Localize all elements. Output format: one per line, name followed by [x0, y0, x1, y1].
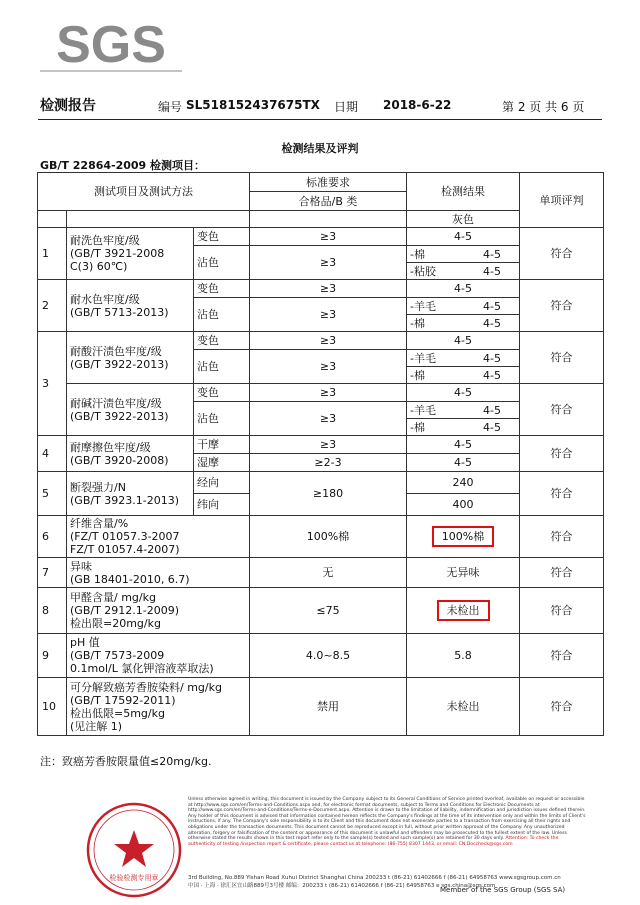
address-en: 3rd Building, No.889 Yishan Road Xuhui District Shanghai China 200233 t (86-21) 61402666 f (86-21) 64958763 www.sgsgroup.com.cn — [188, 875, 561, 881]
table-row: 耐碱汗渍色牢度/级 (GB/T 3922-2013) 变色 ≥3 4-5 符合 — [38, 384, 604, 402]
header-result: 检测结果 — [407, 173, 520, 211]
header-verdict: 单项评判 — [520, 173, 604, 228]
table-row: 1 耐洗色牢度/级 (GB/T 3921-2008 C(3) 60℃) 变色 ≥3 4-5 符合 — [38, 228, 604, 246]
table-row: 9 pH 值 (GB/T 7573-2009 0.1mol/L 氯化钾溶液萃取法) 4.0~8.5 5.8 符合 — [38, 634, 604, 678]
table-row: 6 纤维含量/% (FZ/T 01057.3-2007 FZ/T 01057.4-2007) 100%棉 100%棉 符合 — [38, 516, 604, 558]
star-icon — [114, 830, 154, 867]
table-row: 沾色 ≥3 -羊毛 4-5 -棉 4-5 — [38, 350, 604, 384]
highlighted-result: 100%棉 — [432, 526, 494, 547]
header-rule — [38, 119, 602, 120]
table-row: 7 异味 (GB 18401-2010, 6.7) 无 无异味 符合 — [38, 558, 604, 588]
table-row: 沾色 ≥3 -棉 4-5 -粘胶 4-5 — [38, 246, 604, 280]
table-row: 纬向 400 — [38, 494, 604, 516]
table-row: 5 断裂强力/N (GB/T 3923.1-2013) 经向 ≥180 240 符合 — [38, 472, 604, 494]
date-label: 日期 — [334, 100, 359, 114]
seal-label: 检验检测专用章 — [109, 874, 159, 882]
address-cn: 中国 · 上海 · 徐汇区宜山路889号3号楼 邮编：200233 t (86-21) 61402666 f (86-21) 64958763 e sgs.china@sgs.com — [188, 883, 496, 889]
legal-fine-print — [188, 797, 586, 847]
highlighted-result: 未检出 — [437, 600, 490, 621]
report-number: SL518152437675TX — [186, 98, 320, 112]
table-row: 沾色 ≥3 -羊毛 4-5 -棉 4-5 — [38, 298, 604, 332]
header-requirement: 标准要求 — [250, 173, 407, 192]
header-grade: 合格品/B 类 — [250, 192, 407, 211]
table-row: 3 耐酸汗渍色牢度/级 (GB/T 3922-2013) 变色 ≥3 4-5 符合 — [38, 332, 604, 350]
table-row: 4 耐摩擦色牢度/级 (GB/T 3920-2008) 干摩 ≥3 4-5 符合 — [38, 436, 604, 454]
table-row: 2 耐水色牢度/级 (GB/T 5713-2013) 变色 ≥3 4-5 符合 — [38, 280, 604, 298]
header-color: 灰色 — [407, 211, 520, 228]
table-row: 沾色 ≥3 -羊毛 4-5 -棉 4-5 — [38, 402, 604, 436]
footnote: 注：致癌芳香胺限量值≤20mg/kg. — [40, 755, 212, 768]
table-row: 8 甲醛含量/ mg/kg (GB/T 2912.1-2009) 检出限=20mg/kg ≤75 未检出 符合 — [38, 588, 604, 634]
report-no-label: 编号 — [158, 100, 183, 114]
header-item: 测试项目及测试方法 — [38, 173, 250, 211]
member-line: Member of the SGS Group (SGS SA) — [440, 886, 566, 894]
legal-text: Unless otherwise agreed in writing, this document is issued by the Company subject to its General Conditions of Service printed overleaf, available on request or accessible at http://www.sgs.com/en/Terms-and-Conditions.aspx and, for electronic format documents, subject to Terms and Conditions for Electronic Documents at http://www.sgs.com/en/Terms-and-Conditions/Terms-e-Document.aspx. Attention is drawn to the limitation of liability, indemnification and jurisdiction issues defined therein. Any holder of this document is advised that information contained hereon reflects the Company's findings at the time of its intervention only and within the limits of Client's instructions, if any. The Company's sole responsibility is to its Client and this document does not exonerate parties to a transaction from exercising all their rights and obligations under the transaction documents. This document cannot be reproduced except in full, without prior written approval of the Company. Any unauthorized alteration, forgery or falsification of the content or appearance of this document is unlawful and offenders may be prosecuted to the fullest extent of the law. Unless otherwise stated the results shown in this test report refer only to the sample(s) tested and such sample(s) are retained for 30 days only. — [188, 797, 586, 842]
section-title: 检测结果及评判 — [281, 142, 359, 155]
results-table — [37, 172, 604, 736]
authenticity-note: Attention: To check the authenticity of testing /inspection report & certificate, please contact us at telephone: (86-755) 8307 1443, or email: CN.Doccheck@sgs.com — [188, 836, 559, 847]
logo-text: SGS — [56, 16, 166, 74]
table-row: 湿摩 ≥2-3 4-5 — [38, 454, 604, 472]
report-date: 2018-6-22 — [383, 98, 452, 112]
table-row: 10 可分解致癌芳香胺染料/ mg/kg (GB/T 17592-2011) 检出低限=5mg/kg (见注解 1) 禁用 未检出 符合 — [38, 678, 604, 736]
standard-title: GB/T 22864-2009 检测项目： — [40, 159, 206, 172]
page-number: 第 2 页 共 6 页 — [502, 100, 585, 114]
report-title: 检测报告 — [40, 98, 96, 114]
sgs-logo — [38, 14, 184, 74]
company-seal — [84, 800, 184, 900]
